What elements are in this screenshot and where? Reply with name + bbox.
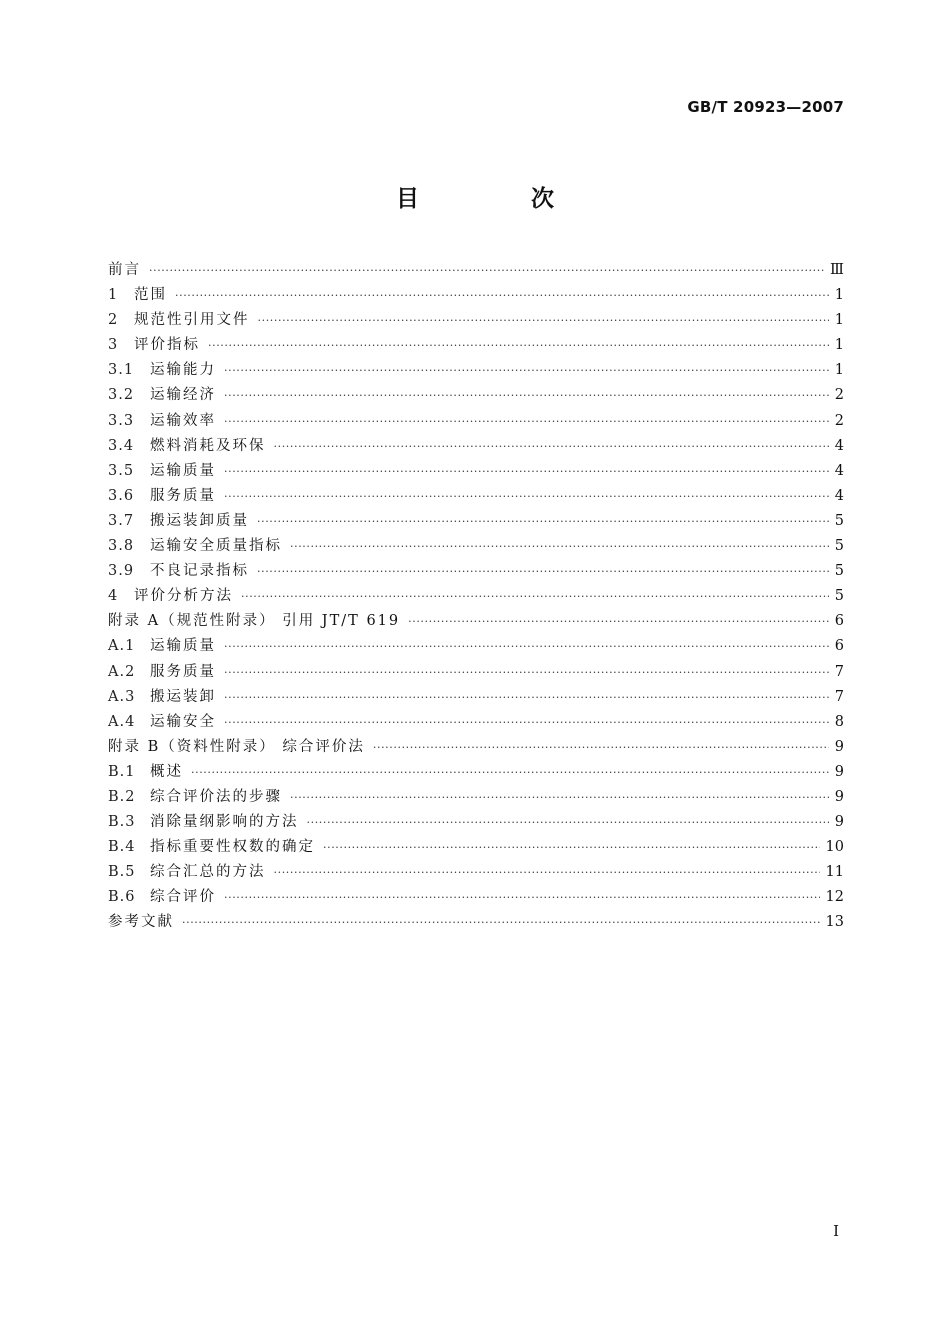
toc-entry[interactable] (108, 409, 844, 434)
dot-leader (222, 484, 829, 509)
toc-entry-page: 12 (825, 889, 844, 906)
toc-entry-title: 规范性引用文件 (134, 312, 250, 329)
toc-entry-title: 运输质量 (150, 462, 216, 479)
toc-entry-page: 6 (834, 613, 844, 630)
toc-entry-title: 指标重要性权数的确定 (150, 839, 315, 856)
toc-entry-title: 运输安全 (150, 713, 216, 730)
toc-entry-number: 3.6 (108, 487, 135, 504)
toc-entry-page: 4 (834, 437, 844, 454)
toc-entry[interactable] (108, 685, 844, 710)
toc-entry-page: 5 (834, 588, 844, 605)
toc-entry-number: 3.5 (108, 462, 135, 479)
dot-leader (222, 459, 829, 484)
dot-leader (222, 685, 829, 710)
toc-entry[interactable] (108, 484, 844, 509)
toc-entry-number: A.4 (108, 713, 136, 730)
toc-entry-page: 2 (834, 387, 844, 404)
toc-entry-number: 1 (108, 287, 119, 304)
dot-leader (288, 785, 829, 810)
dot-leader (180, 910, 820, 935)
toc-entry[interactable] (108, 710, 844, 735)
toc-entry-number: B.2 (108, 788, 136, 805)
dot-leader (206, 333, 829, 358)
toc-entry[interactable] (108, 283, 844, 308)
dot-leader (255, 559, 829, 584)
toc-entry-number: 3.2 (108, 387, 135, 404)
toc-entry-number: 3 (108, 337, 119, 354)
toc-entry[interactable] (108, 634, 844, 659)
toc-entry-title: 燃料消耗及环保 (150, 437, 266, 454)
toc-entry-title: 评价指标 (134, 337, 200, 354)
toc-entry-page: 1 (834, 312, 844, 329)
toc-entry-title: 不良记录指标 (150, 563, 249, 580)
toc-entry-number: 4 (108, 588, 119, 605)
page-title: 目 次 (395, 186, 606, 212)
dot-leader (173, 283, 829, 308)
toc-entry-number: 2 (108, 312, 119, 329)
dot-leader (272, 434, 829, 459)
toc-entry-page: 5 (834, 512, 844, 529)
toc-entry-page: 9 (834, 763, 844, 780)
toc-entry-title: 消除量纲影响的方法 (150, 814, 299, 831)
dot-leader (222, 710, 829, 735)
toc-entry-title: 综合汇总的方法 (150, 864, 266, 881)
dot-leader (371, 735, 829, 760)
toc-entry[interactable] (108, 860, 844, 885)
toc-entry-page: 6 (834, 638, 844, 655)
toc-entry-page: 11 (825, 864, 844, 881)
toc-entry-page: 1 (834, 362, 844, 379)
toc-entry-number: 3.9 (108, 563, 135, 580)
toc-entry-page: 4 (834, 487, 844, 504)
dot-leader (321, 835, 820, 860)
toc-entry-page: 10 (825, 839, 844, 856)
toc-entry[interactable] (108, 910, 844, 935)
toc-entry-page: 7 (834, 688, 844, 705)
toc-entry-title: 综合评价 (150, 889, 216, 906)
toc-entry[interactable] (108, 559, 844, 584)
toc-entry-title: 前言 (108, 262, 141, 278)
toc-entry[interactable] (108, 810, 844, 835)
toc-entry-title: 服务质量 (150, 487, 216, 504)
dot-leader (147, 258, 824, 283)
toc-entry-page: 2 (834, 412, 844, 429)
toc-entry-title: 运输安全质量指标 (150, 538, 282, 555)
toc-entry-page: 9 (834, 738, 844, 755)
toc-entry-title: 评价分析方法 (134, 588, 233, 605)
dot-leader (222, 660, 829, 685)
toc-entry-page: 9 (834, 788, 844, 805)
toc-entry-page: 4 (834, 462, 844, 479)
toc-entry-number: 3.4 (108, 437, 135, 454)
toc-entry-number: B.1 (108, 763, 136, 780)
dot-leader (239, 584, 829, 609)
toc-entry-number: 3.8 (108, 538, 135, 555)
toc-entry-number: B.5 (108, 864, 136, 881)
dot-leader (272, 860, 820, 885)
toc-entry[interactable] (108, 358, 844, 383)
toc-entry-number: B.6 (108, 889, 136, 906)
toc-entry-title: 概述 (150, 763, 183, 780)
table-of-contents (108, 258, 844, 936)
dot-leader (288, 534, 829, 559)
toc-entry-title: 运输质量 (150, 638, 216, 655)
toc-entry-page: 1 (834, 337, 844, 354)
toc-entry-page: 5 (834, 538, 844, 555)
toc-entry[interactable] (108, 835, 844, 860)
toc-entry[interactable] (108, 383, 844, 408)
toc-entry[interactable] (108, 509, 844, 534)
dot-leader (189, 760, 829, 785)
dot-leader (222, 634, 829, 659)
dot-leader (222, 358, 829, 383)
toc-entry-page: 7 (834, 663, 844, 680)
toc-entry[interactable] (108, 609, 844, 634)
toc-entry-page: 8 (834, 713, 844, 730)
toc-entry-number: A.1 (108, 638, 136, 655)
toc-entry-title: 服务质量 (150, 663, 216, 680)
dot-leader (305, 810, 829, 835)
toc-entry-page: 13 (825, 914, 844, 931)
toc-entry-title: 运输经济 (150, 387, 216, 404)
toc-entry-number: A.2 (108, 663, 136, 680)
toc-entry-page: 5 (834, 563, 844, 580)
toc-entry[interactable] (108, 333, 844, 358)
dot-leader (222, 409, 829, 434)
toc-entry[interactable] (108, 258, 844, 283)
toc-entry[interactable] (108, 785, 844, 810)
toc-entry-number: B.3 (108, 814, 136, 831)
standard-number: GB/T 20923—2007 (687, 98, 844, 116)
dot-leader (256, 308, 829, 333)
toc-entry[interactable] (108, 885, 844, 910)
toc-entry[interactable] (108, 434, 844, 459)
toc-entry-number: 3.1 (108, 362, 135, 379)
page-number: Ⅰ (833, 1222, 839, 1240)
toc-entry-title: 搬运装卸 (150, 688, 216, 705)
toc-entry-page: Ⅲ (830, 262, 844, 278)
toc-entry-page: 9 (834, 814, 844, 831)
toc-entry[interactable] (108, 308, 844, 333)
toc-entry-title: 附录 B（资料性附录） 综合评价法 (108, 738, 365, 755)
toc-entry[interactable] (108, 760, 844, 785)
toc-entry-number: 3.3 (108, 412, 135, 429)
toc-entry-number: 3.7 (108, 512, 135, 529)
dot-leader (255, 509, 829, 534)
toc-entry[interactable] (108, 735, 844, 760)
dot-leader (406, 609, 829, 634)
toc-entry-number: A.3 (108, 688, 136, 705)
dot-leader (222, 383, 829, 408)
toc-entry-title: 参考文献 (108, 914, 174, 931)
toc-entry[interactable] (108, 459, 844, 484)
dot-leader (222, 885, 820, 910)
toc-entry-title: 搬运装卸质量 (150, 512, 249, 529)
toc-entry[interactable] (108, 660, 844, 685)
toc-entry[interactable] (108, 584, 844, 609)
toc-entry-title: 运输效率 (150, 412, 216, 429)
toc-entry-number: B.4 (108, 839, 136, 856)
toc-entry-page: 1 (834, 287, 844, 304)
toc-entry-title: 运输能力 (150, 362, 216, 379)
toc-entry-title: 附录 A（规范性附录） 引用 JT/T 619 (108, 613, 401, 630)
toc-entry-title: 范围 (134, 287, 167, 304)
toc-entry-title: 综合评价法的步骤 (150, 788, 282, 805)
toc-entry[interactable] (108, 534, 844, 559)
